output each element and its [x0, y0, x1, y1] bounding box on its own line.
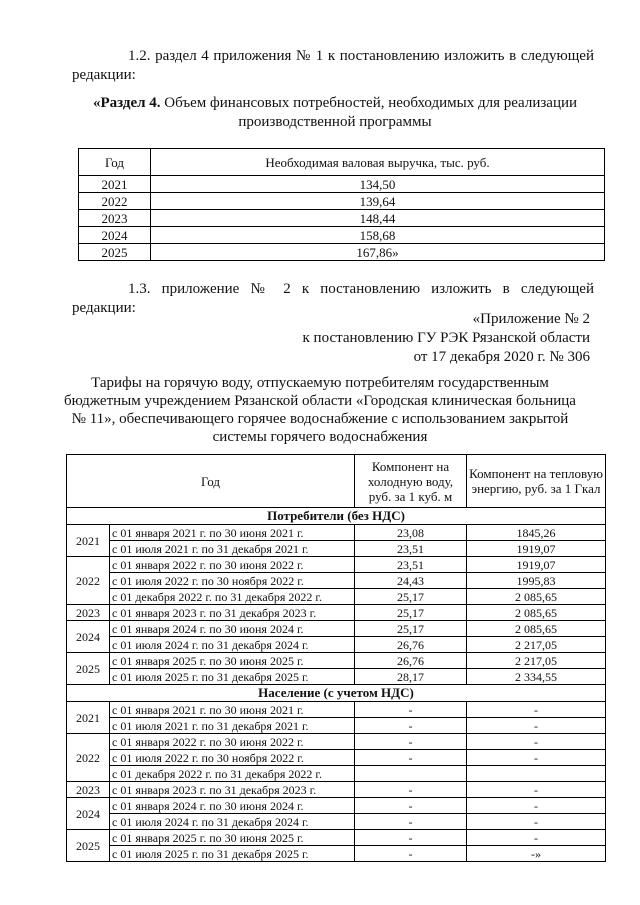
- heat-value-cell: -: [467, 734, 606, 750]
- cold-value-cell: 28,17: [355, 669, 467, 685]
- revenue-value: 158,68: [151, 227, 605, 244]
- heat-value-cell: -: [467, 798, 606, 814]
- tariff-col-year: Год: [67, 455, 355, 508]
- tariff-title: Тарифы на горячую воду, отпускаемую потребителям государственным бюджетным учреждением Рязанской области «Городская клиническая больница № 11», обеспечивающего горячее водоснабжение с использованием закрытой системы горячего водоснабжения: [64, 375, 576, 445]
- cold-value-cell: -: [355, 798, 467, 814]
- table-row: [67, 718, 606, 734]
- period-cell: с 01 июля 2025 г. по 31 декабря 2025 г.: [110, 846, 355, 862]
- cold-value-cell: 26,76: [355, 653, 467, 669]
- table-row: [67, 734, 606, 750]
- heat-value-cell: 2 217,05: [467, 653, 606, 669]
- cold-value-cell: 25,17: [355, 621, 467, 637]
- period-cell: с 01 июля 2024 г. по 31 декабря 2024 г.: [110, 637, 355, 653]
- year-cell: 2023: [67, 782, 110, 798]
- heat-value-cell: 2 085,65: [467, 621, 606, 637]
- section-consumers-label: Потребители (без НДС): [67, 508, 606, 525]
- cold-value-cell: [355, 766, 467, 782]
- table-row: [67, 573, 606, 589]
- cold-value-cell: -: [355, 830, 467, 846]
- section-4-title: [60, 94, 610, 132]
- table-row: [79, 210, 605, 227]
- table-row: [67, 605, 606, 621]
- heat-value-cell: 1919,07: [467, 557, 606, 573]
- consumers-rows: [67, 525, 606, 685]
- cold-value-cell: 25,17: [355, 589, 467, 605]
- revenue-year: 2023: [79, 210, 151, 227]
- table-row: [67, 637, 606, 653]
- section-population-label: Население (с учетом НДС): [67, 685, 606, 702]
- revenue-col-value: Необходимая валовая выручка, тыс. руб.: [151, 149, 605, 176]
- cold-value-cell: -: [355, 814, 467, 830]
- period-cell: с 01 декабря 2022 г. по 31 декабря 2022 г.: [110, 589, 355, 605]
- heat-value-cell: -»: [467, 846, 606, 862]
- revenue-year: 2024: [79, 227, 151, 244]
- cold-value-cell: -: [355, 702, 467, 718]
- period-cell: с 01 июля 2024 г. по 31 декабря 2024 г.: [110, 814, 355, 830]
- heat-value-cell: -: [467, 750, 606, 766]
- period-cell: с 01 декабря 2022 г. по 31 декабря 2022 г.: [110, 766, 355, 782]
- heat-value-cell: -: [467, 782, 606, 798]
- table-row: [67, 669, 606, 685]
- revenue-table-header: [79, 149, 605, 176]
- year-cell: 2025: [67, 830, 110, 862]
- revenue-value: 139,64: [151, 193, 605, 210]
- cold-value-cell: 26,76: [355, 637, 467, 653]
- period-cell: с 01 января 2022 г. по 30 июня 2022 г.: [110, 734, 355, 750]
- cold-value-cell: -: [355, 734, 467, 750]
- tariff-table: [66, 454, 606, 862]
- table-row: [79, 227, 605, 244]
- period-cell: с 01 января 2022 г. по 30 июня 2022 г.: [110, 557, 355, 573]
- period-cell: с 01 января 2023 г. по 31 декабря 2023 г.: [110, 782, 355, 798]
- year-cell: 2021: [67, 525, 110, 557]
- table-row: [67, 750, 606, 766]
- section-consumers: [67, 508, 606, 525]
- year-cell: 2022: [67, 557, 110, 605]
- section-population: [67, 685, 606, 702]
- heat-value-cell: 2 085,65: [467, 589, 606, 605]
- period-cell: с 01 января 2024 г. по 30 июня 2024 г.: [110, 621, 355, 637]
- year-cell: 2024: [67, 621, 110, 653]
- heat-value-cell: 2 085,65: [467, 605, 606, 621]
- period-cell: с 01 июля 2021 г. по 31 декабря 2021 г.: [110, 718, 355, 734]
- year-cell: 2022: [67, 734, 110, 782]
- year-cell: 2021: [67, 702, 110, 734]
- table-row: [79, 193, 605, 210]
- period-cell: с 01 июля 2022 г. по 30 ноября 2022 г.: [110, 750, 355, 766]
- table-row: [67, 782, 606, 798]
- table-row: [67, 830, 606, 846]
- period-cell: с 01 января 2021 г. по 30 июня 2021 г.: [110, 525, 355, 541]
- cold-value-cell: 23,51: [355, 541, 467, 557]
- year-cell: 2025: [67, 653, 110, 685]
- period-cell: с 01 января 2024 г. по 30 июня 2024 г.: [110, 798, 355, 814]
- heat-value-cell: 2 217,05: [467, 637, 606, 653]
- table-row: [79, 176, 605, 193]
- period-cell: с 01 января 2025 г. по 30 июня 2025 г.: [110, 830, 355, 846]
- section-4-title-line2: производственной программы: [238, 114, 432, 130]
- table-row: [67, 814, 606, 830]
- revenue-col-year: Год: [79, 149, 151, 176]
- paragraph-1-3: 1.3. приложение № 2 к постановлению изложить в следующей редакции:: [72, 281, 594, 316]
- tariff-table-header: [67, 455, 606, 508]
- table-row: [67, 798, 606, 814]
- appendix-header: [303, 310, 590, 367]
- table-row: [67, 702, 606, 718]
- heat-value-cell: -: [467, 814, 606, 830]
- section-4-title-bold: «Раздел 4.: [92, 95, 161, 111]
- heat-value-cell: -: [467, 702, 606, 718]
- tariff-col-heat: Компонент на тепловую энергию, руб. за 1 Гкал: [467, 455, 606, 508]
- cold-value-cell: 23,08: [355, 525, 467, 541]
- revenue-value: 167,86»: [151, 244, 605, 261]
- cold-value-cell: -: [355, 750, 467, 766]
- heat-value-cell: -: [467, 830, 606, 846]
- period-cell: с 01 января 2023 г. по 31 декабря 2023 г.: [110, 605, 355, 621]
- heat-value-cell: -: [467, 718, 606, 734]
- paragraph-1-2: 1.2. раздел 4 приложения № 1 к постановлению изложить в следующей редакции:: [72, 48, 594, 83]
- heat-value-cell: 1919,07: [467, 541, 606, 557]
- cold-value-cell: -: [355, 782, 467, 798]
- appendix-line-1: «Приложение № 2: [472, 311, 590, 327]
- year-cell: 2024: [67, 798, 110, 830]
- table-row: [67, 621, 606, 637]
- table-row: [79, 244, 605, 261]
- heat-value-cell: [467, 766, 606, 782]
- revenue-year: 2025: [79, 244, 151, 261]
- section-4-title-rest: Объем финансовых потребностей, необходимых для реализации: [164, 95, 578, 111]
- period-cell: с 01 июля 2022 г. по 30 ноября 2022 г.: [110, 573, 355, 589]
- revenue-value: 148,44: [151, 210, 605, 227]
- period-cell: с 01 июля 2025 г. по 31 декабря 2025 г.: [110, 669, 355, 685]
- cold-value-cell: 25,17: [355, 605, 467, 621]
- period-cell: с 01 июля 2021 г. по 31 декабря 2021 г.: [110, 541, 355, 557]
- revenue-year: 2021: [79, 176, 151, 193]
- table-row: [67, 846, 606, 862]
- period-cell: с 01 января 2021 г. по 30 июня 2021 г.: [110, 702, 355, 718]
- table-row: [67, 766, 606, 782]
- table-row: [67, 589, 606, 605]
- cold-value-cell: 24,43: [355, 573, 467, 589]
- table-row: [67, 653, 606, 669]
- cold-value-cell: 23,51: [355, 557, 467, 573]
- tariff-col-cold: Компонент на холодную воду, руб. за 1 куб. м: [355, 455, 467, 508]
- heat-value-cell: 2 334,55: [467, 669, 606, 685]
- table-row: [67, 541, 606, 557]
- cold-value-cell: -: [355, 846, 467, 862]
- heat-value-cell: 1995,83: [467, 573, 606, 589]
- heat-value-cell: 1845,26: [467, 525, 606, 541]
- revenue-year: 2022: [79, 193, 151, 210]
- table-row: [67, 557, 606, 573]
- appendix-line-2: к постановлению ГУ РЭК Рязанской области: [302, 330, 590, 346]
- population-rows: [67, 702, 606, 862]
- period-cell: с 01 января 2025 г. по 30 июня 2025 г.: [110, 653, 355, 669]
- revenue-value: 134,50: [151, 176, 605, 193]
- table-row: [67, 525, 606, 541]
- cold-value-cell: -: [355, 718, 467, 734]
- year-cell: 2023: [67, 605, 110, 621]
- revenue-table: [78, 148, 605, 261]
- appendix-line-3: от 17 декабря 2020 г. № 306: [413, 349, 590, 365]
